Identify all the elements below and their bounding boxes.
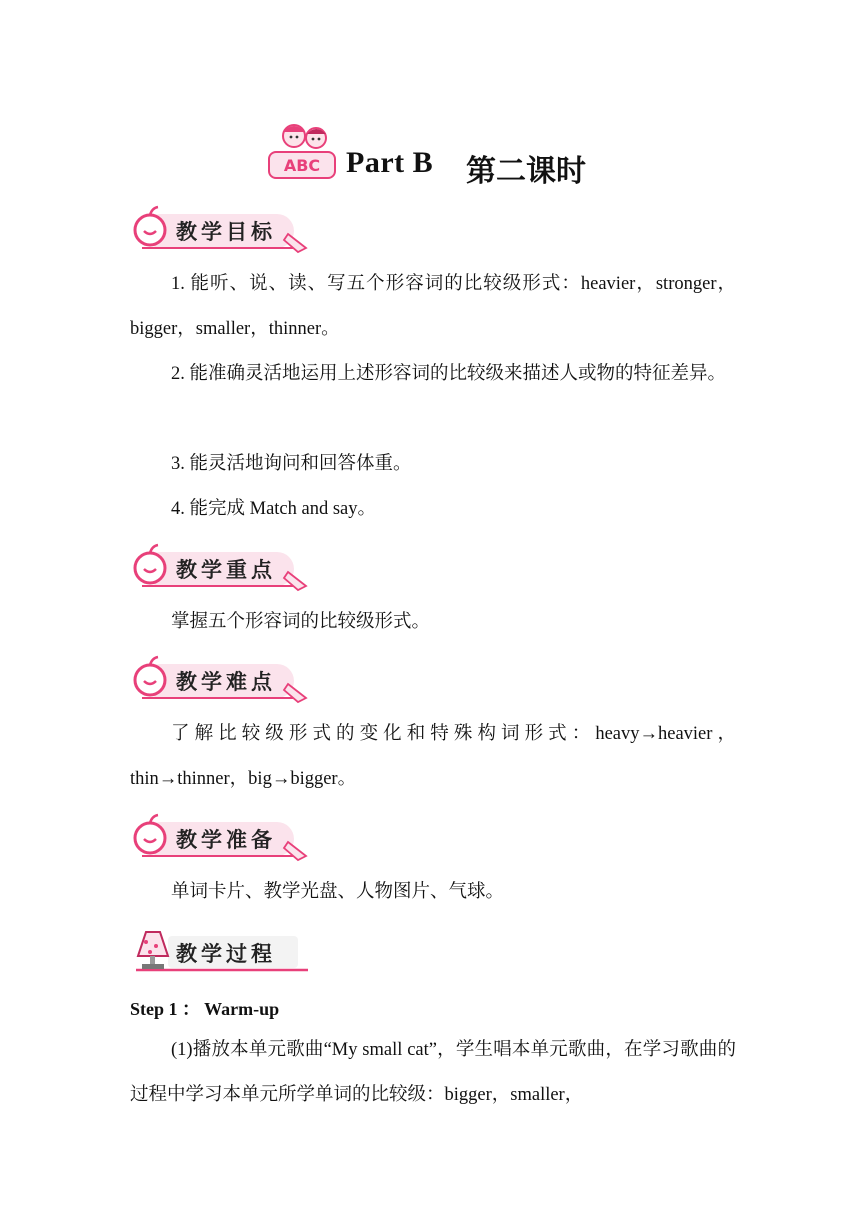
process-heading xyxy=(128,926,314,980)
key-points-text: 掌握五个形容词的比较级形式。 xyxy=(171,612,431,632)
objectives-heading xyxy=(128,204,314,258)
svg-text:ABC: ABC xyxy=(283,156,321,175)
objectives-heading-text: 教学目标 xyxy=(176,220,276,244)
title-lesson: 第二课时 xyxy=(466,154,586,189)
process-heading-text: 教学过程 xyxy=(176,942,276,966)
lesson-title xyxy=(0,120,860,190)
objective-item-3: 3. 能灵活地询问和回答体重。 xyxy=(171,454,412,474)
difficulties-heading xyxy=(128,654,314,708)
step-1-text: (1)播放本单元歌曲“My small cat”，学生唱本单元歌曲，在学习歌曲的过程中学习本单元所学单词的比较级：bigger，smaller， xyxy=(130,1040,736,1105)
objective-item-4: 4. 能完成 Match and say。 xyxy=(171,499,377,519)
preparation-heading-text: 教学准备 xyxy=(176,828,276,852)
objective-item-2: 2. 能准确灵活地运用上述形容词的比较级来描述人或物的特征差异。 xyxy=(171,364,727,384)
preparation-text: 单词卡片、教学光盘、人物图片、气球。 xyxy=(171,882,505,902)
title-part: Part B xyxy=(346,146,434,179)
difficulties-heading-text: 教学难点 xyxy=(176,670,276,694)
difficulties-text: 了解比较级形式的变化和特殊构词形式：heavy→heavier，thin→thinner，big→bigger。 xyxy=(130,724,736,789)
abc-kids-logo-icon xyxy=(266,120,338,186)
step-1-title: Step 1 ： Warm-up xyxy=(130,999,280,1019)
objective-item-1: 1. 能听、说、读、写五个形容词的比较级形式：heavier，stronger，bigger，smaller，thinner。 xyxy=(130,274,736,339)
key-points-heading-text: 教学重点 xyxy=(176,558,276,582)
preparation-heading xyxy=(128,812,314,866)
key-points-heading xyxy=(128,542,314,596)
